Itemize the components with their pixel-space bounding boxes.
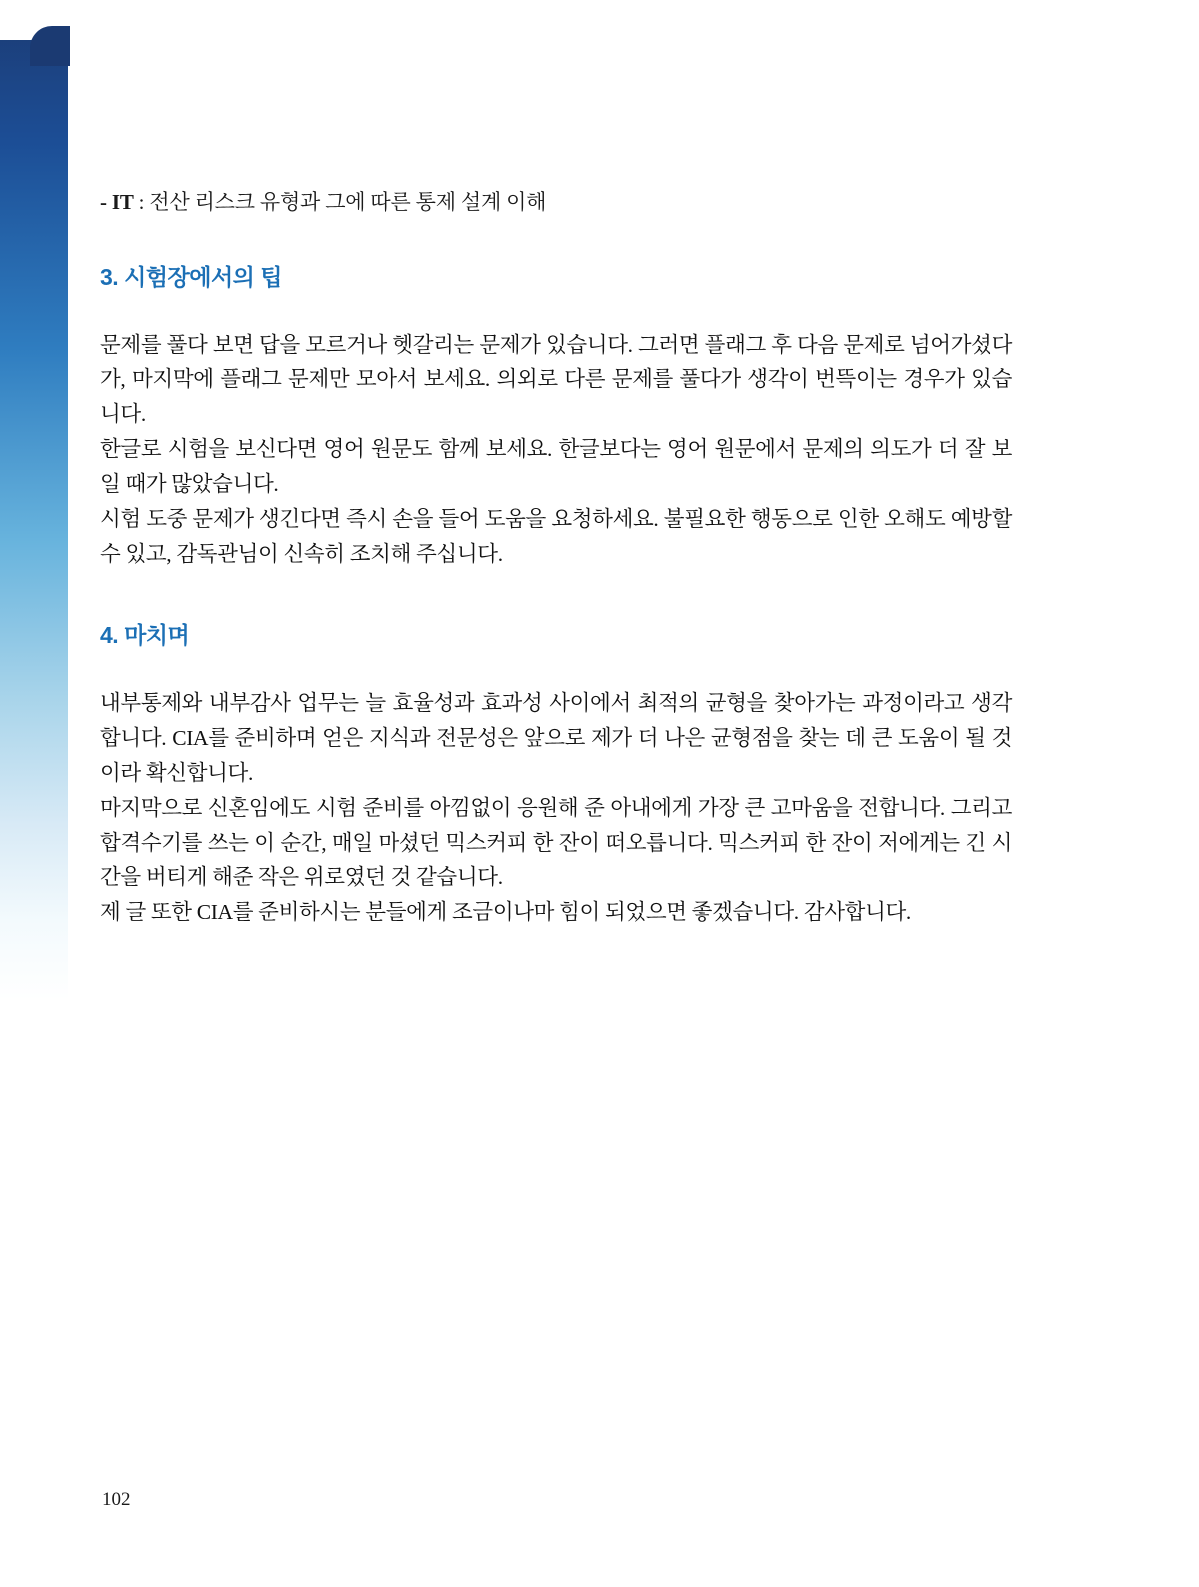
section-4-body: [100, 686, 1012, 930]
left-bar-top-rounded-corner: [30, 26, 70, 66]
paragraph: 제 글 또한 CIA를 준비하시는 분들에게 조금이나마 힘이 되었으면 좋겠습니다. 감사합니다.: [100, 900, 911, 925]
section-3-body: [100, 328, 1012, 572]
paragraph: 마지막으로 신혼임에도 시험 준비를 아낌없이 응원해 준 아내에게 가장 큰 고마움을 전합니다. 그리고 합격수기를 쓰는 이 순간, 매일 마셨던 믹스커피 한 잔이 떠오릅니다. 믹스커피 한 잔이 저에게는 긴 시간을 버티게 해준 작은 위로였던 것 같습니다.: [100, 795, 1012, 890]
paragraph: 시험 도중 문제가 생긴다면 즉시 손을 들어 도움을 요청하세요. 불필요한 행동으로 인한 오해도 예방할 수 있고, 감독관님이 신속히 조치해 주십니다.: [100, 506, 1012, 566]
paragraph: 한글로 시험을 보신다면 영어 원문도 함께 보세요. 한글보다는 영어 원문에서 문제의 의도가 더 잘 보일 때가 많았습니다.: [100, 437, 1012, 496]
lead-line-bold: - IT: [100, 190, 134, 214]
paragraph: 문제를 풀다 보면 답을 모르거나 헷갈리는 문제가 있습니다. 그러면 플래그 후 다음 문제로 넘어가셨다가, 마지막에 플래그 문제만 모아서 보세요. 의외로 다른 문제를 풀다가 생각이 번뜩이는 경우가 있습니다.: [100, 332, 1012, 427]
lead-line-rest: : 전산 리스크 유형과 그에 따른 통제 설계 이해: [133, 190, 547, 214]
left-bar-bottom-rounded-corner: [30, 1521, 70, 1561]
section-heading-3: 3. 시험장에서의 팁: [100, 263, 282, 290]
lead-line: [100, 186, 1012, 219]
section-heading-4: 4. 마치며: [100, 622, 190, 649]
page-content: [100, 186, 1012, 976]
paragraph: 내부통제와 내부감사 업무는 늘 효율성과 효과성 사이에서 최적의 균형을 찾아가는 과정이라고 생각합니다. CIA를 준비하며 얻은 지식과 전문성은 앞으로 제가 더 나은 균형점을 찾는 데 큰 도움이 될 것이라 확신합니다.: [100, 691, 1012, 785]
page-number: 102: [102, 1489, 131, 1510]
decorative-left-gradient-bar: [0, 0, 68, 1587]
